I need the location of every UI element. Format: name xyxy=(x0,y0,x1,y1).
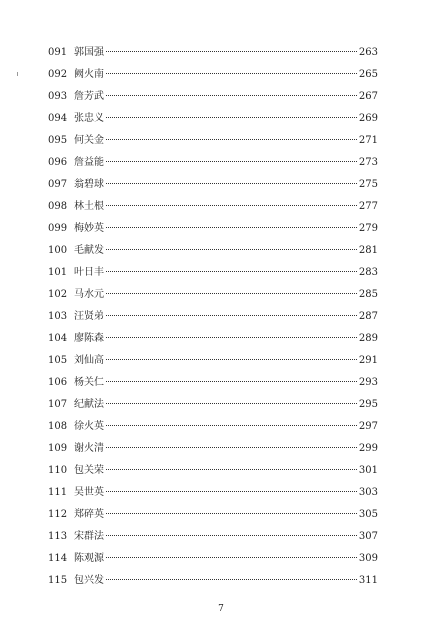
entry-number: 097 xyxy=(48,179,68,190)
dot-leader xyxy=(106,381,357,382)
entry-name: 包关荣 xyxy=(74,465,104,476)
toc-entry xyxy=(48,67,378,89)
toc-entry xyxy=(48,441,378,463)
entry-name: 马水元 xyxy=(74,289,104,300)
entry-name: 廖陈森 xyxy=(74,333,104,344)
entry-number: 111 xyxy=(48,487,68,498)
entry-page: 301 xyxy=(358,465,378,476)
dot-leader xyxy=(106,293,357,294)
entry-page: 309 xyxy=(358,553,378,564)
dot-leader xyxy=(106,271,357,272)
entry-page: 293 xyxy=(358,377,378,388)
entry-page: 311 xyxy=(358,575,378,586)
entry-page: 303 xyxy=(358,487,378,498)
entry-number: 114 xyxy=(48,553,68,564)
toc-entry xyxy=(48,573,378,595)
entry-number: 098 xyxy=(48,201,68,212)
entry-number: 106 xyxy=(48,377,68,388)
toc-entry xyxy=(48,155,378,177)
dot-leader xyxy=(106,227,357,228)
entry-name: 包兴发 xyxy=(74,575,104,586)
entry-page: 277 xyxy=(358,201,378,212)
entry-number: 093 xyxy=(48,91,68,102)
entry-number: 096 xyxy=(48,157,68,168)
toc-entry xyxy=(48,331,378,353)
entry-name: 张忠义 xyxy=(74,113,104,124)
toc-entry xyxy=(48,111,378,133)
dot-leader xyxy=(106,469,357,470)
entry-page: 307 xyxy=(358,531,378,542)
toc-entry xyxy=(48,353,378,375)
dot-leader xyxy=(106,579,357,580)
dot-leader xyxy=(106,139,357,140)
entry-name: 翁碧球 xyxy=(74,179,104,190)
scan-mark xyxy=(17,72,18,76)
page-number: 7 xyxy=(218,604,224,614)
entry-number: 102 xyxy=(48,289,68,300)
dot-leader xyxy=(106,117,357,118)
entry-name: 杨关仁 xyxy=(74,377,104,388)
entry-number: 110 xyxy=(48,465,68,476)
toc-entry xyxy=(48,419,378,441)
entry-number: 092 xyxy=(48,69,68,80)
dot-leader xyxy=(106,73,357,74)
entry-number: 101 xyxy=(48,267,68,278)
entry-name: 何关金 xyxy=(74,135,104,146)
entry-page: 265 xyxy=(358,69,378,80)
entry-number: 104 xyxy=(48,333,68,344)
entry-page: 273 xyxy=(358,157,378,168)
entry-page: 305 xyxy=(358,509,378,520)
entry-name: 詹益能 xyxy=(74,157,104,168)
entry-name: 谢火清 xyxy=(74,443,104,454)
dot-leader xyxy=(106,205,357,206)
entry-name: 吴世英 xyxy=(74,487,104,498)
table-of-contents xyxy=(48,45,378,595)
toc-entry xyxy=(48,199,378,221)
entry-page: 299 xyxy=(358,443,378,454)
dot-leader xyxy=(106,315,357,316)
entry-number: 108 xyxy=(48,421,68,432)
toc-entry xyxy=(48,243,378,265)
dot-leader xyxy=(106,491,357,492)
dot-leader xyxy=(106,447,357,448)
entry-name: 宋群法 xyxy=(74,531,104,542)
entry-page: 267 xyxy=(358,91,378,102)
toc-entry xyxy=(48,463,378,485)
toc-entry xyxy=(48,309,378,331)
toc-entry xyxy=(48,177,378,199)
entry-number: 112 xyxy=(48,509,68,520)
entry-name: 郑碎英 xyxy=(74,509,104,520)
entry-name: 梅妙英 xyxy=(74,223,104,234)
entry-number: 094 xyxy=(48,113,68,124)
entry-name: 阙火南 xyxy=(74,69,104,80)
entry-page: 271 xyxy=(358,135,378,146)
toc-entry xyxy=(48,397,378,419)
entry-number: 115 xyxy=(48,575,68,586)
entry-page: 289 xyxy=(358,333,378,344)
dot-leader xyxy=(106,337,357,338)
dot-leader xyxy=(106,513,357,514)
entry-number: 091 xyxy=(48,47,68,58)
entry-name: 徐火英 xyxy=(74,421,104,432)
entry-page: 287 xyxy=(358,311,378,322)
entry-page: 291 xyxy=(358,355,378,366)
toc-entry xyxy=(48,133,378,155)
entry-number: 100 xyxy=(48,245,68,256)
entry-name: 叶日丰 xyxy=(74,267,104,278)
entry-name: 陈观源 xyxy=(74,553,104,564)
toc-entry xyxy=(48,507,378,529)
dot-leader xyxy=(106,535,357,536)
toc-entry xyxy=(48,89,378,111)
toc-entry xyxy=(48,265,378,287)
entry-name: 郭国强 xyxy=(74,47,104,58)
toc-entry xyxy=(48,529,378,551)
entry-page: 297 xyxy=(358,421,378,432)
dot-leader xyxy=(106,161,357,162)
entry-page: 279 xyxy=(358,223,378,234)
toc-entry xyxy=(48,221,378,243)
dot-leader xyxy=(106,183,357,184)
entry-number: 099 xyxy=(48,223,68,234)
entry-page: 283 xyxy=(358,267,378,278)
entry-number: 103 xyxy=(48,311,68,322)
entry-page: 269 xyxy=(358,113,378,124)
entry-page: 281 xyxy=(358,245,378,256)
entry-page: 285 xyxy=(358,289,378,300)
entry-name: 詹芳武 xyxy=(74,91,104,102)
dot-leader xyxy=(106,359,357,360)
entry-page: 275 xyxy=(358,179,378,190)
toc-entry xyxy=(48,375,378,397)
entry-number: 105 xyxy=(48,355,68,366)
toc-entry xyxy=(48,485,378,507)
dot-leader xyxy=(106,403,357,404)
toc-entry xyxy=(48,287,378,309)
entry-name: 毛献发 xyxy=(74,245,104,256)
dot-leader xyxy=(106,51,357,52)
toc-entry xyxy=(48,551,378,573)
dot-leader xyxy=(106,557,357,558)
entry-name: 刘仙高 xyxy=(74,355,104,366)
entry-number: 109 xyxy=(48,443,68,454)
entry-number: 107 xyxy=(48,399,68,410)
entry-name: 汪贤弟 xyxy=(74,311,104,322)
entry-number: 095 xyxy=(48,135,68,146)
toc-entry xyxy=(48,45,378,67)
entry-name: 林土根 xyxy=(74,201,104,212)
entry-page: 263 xyxy=(358,47,378,58)
dot-leader xyxy=(106,95,357,96)
entry-number: 113 xyxy=(48,531,68,542)
dot-leader xyxy=(106,249,357,250)
entry-page: 295 xyxy=(358,399,378,410)
entry-name: 纪献法 xyxy=(74,399,104,410)
dot-leader xyxy=(106,425,357,426)
